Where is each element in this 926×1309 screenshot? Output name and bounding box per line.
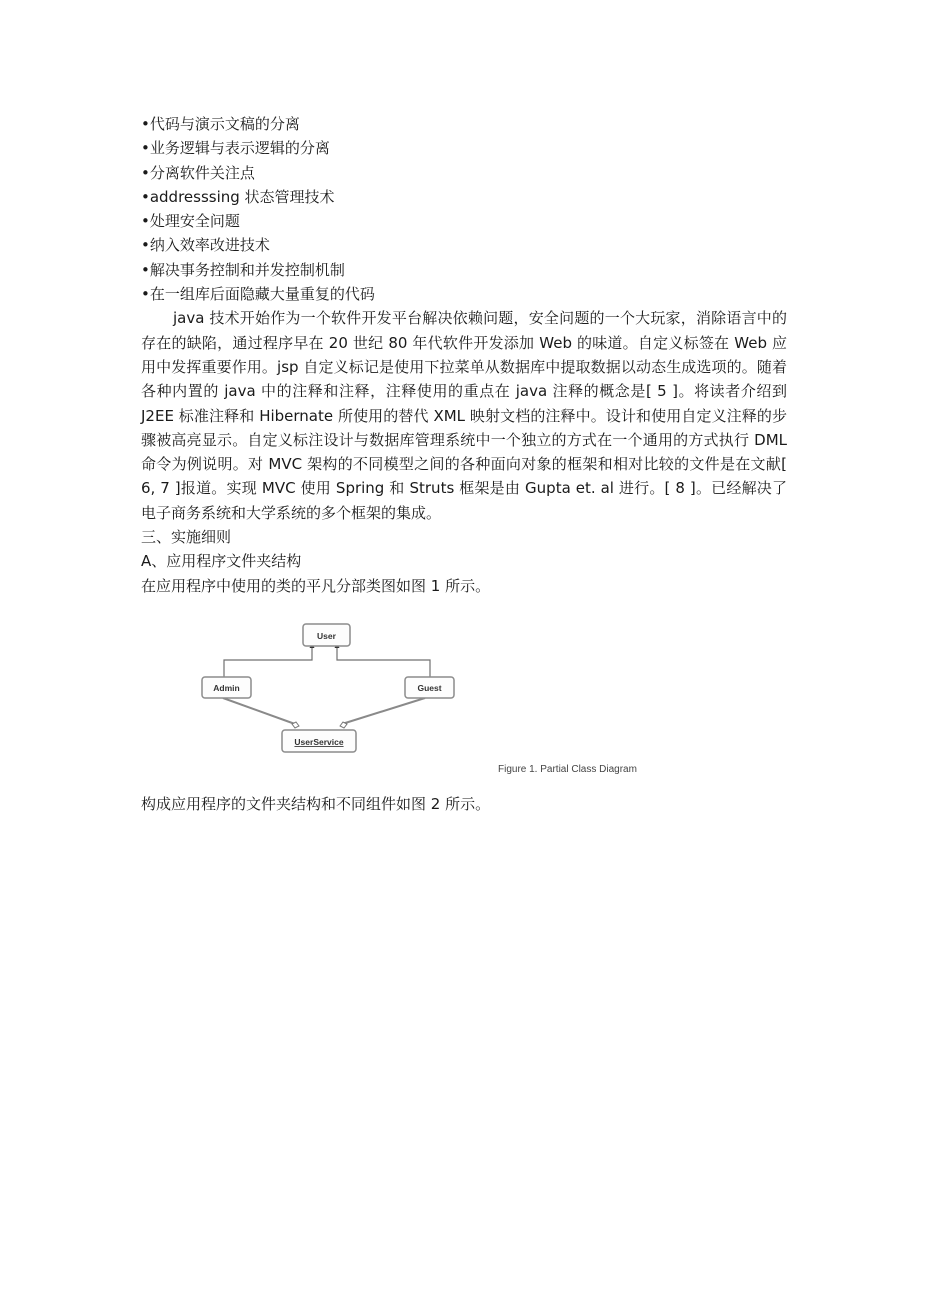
- inheritance-connectors: [224, 647, 430, 680]
- user-class-label: User: [317, 631, 336, 641]
- figure-intro-text: 在应用程序中使用的类的平凡分部类图如图 1 所示。: [141, 576, 491, 595]
- body-text: [141, 112, 787, 598]
- guest-class-box: [405, 677, 454, 698]
- bullet-item: •addresssing 状态管理技术: [141, 187, 335, 206]
- admin-class-box: [202, 677, 251, 698]
- section-heading: 三、实施细则: [141, 528, 232, 547]
- bullet-item: •业务逻辑与表示逻辑的分离: [141, 139, 330, 158]
- bullet-item: •处理安全问题: [141, 212, 240, 231]
- user-class-box: [303, 624, 350, 646]
- bullet-item: •解决事务控制和并发控制机制: [141, 260, 345, 279]
- body-paragraph: java 技术开始作为一个软件开发平台解决依赖问题，安全问题的一个大玩家，消除语言中的存在的缺陷，通过程序早在 20 世纪 80 年代软件开发添加 Web 的味道。自定义标签在 Web 应用中发挥重要作用。jsp 自定义标记是使用下拉菜单从数据库中提取数据以动态生成选项的。随着各种内置的 java 中的注释和注释，注释使用的重点在 java 注释的概念是[ 5 ]。将读者介绍到 J2EE 标准注释和 Hibernate 所使用的替代 XML 映射文档的注释中。设计和使用自定义注释的步骤被高亮显示。自定义标注设计与数据库管理系统中一个独立的方式在一个通用的方式执行 DML 命令为例说明。对 MVC 架构的不同模型之间的各种面向对象的框架和相对比较的文件是在文献[ 6, 7 ]报道。实现 MVC 使用 Spring 和 Struts 框架是由 Gupta et. al 进行。[ 8 ]。已经解决了电子商务系统和大学系统的多个框架的集成。: [141, 309, 787, 522]
- guest-class-label: Guest: [417, 683, 442, 693]
- figure-caption: Figure 1. Partial Class Diagram: [498, 764, 637, 775]
- closing-text: 构成应用程序的文件夹结构和不同组件如图 2 所示。: [141, 795, 491, 813]
- subsection-heading: A、应用程序文件夹结构: [141, 552, 302, 571]
- userservice-class-label: UserService: [294, 737, 344, 747]
- aggregation-diamonds: [292, 722, 347, 728]
- admin-class-label: Admin: [213, 683, 240, 693]
- class-diagram-figure: [195, 618, 655, 783]
- userservice-class-box: [282, 730, 356, 752]
- class-diagram: [195, 618, 655, 783]
- bullet-item: •代码与演示文稿的分离: [141, 115, 300, 133]
- bullet-item: •在一组库后面隐藏大量重复的代码: [141, 285, 375, 304]
- bullet-item: •分离软件关注点: [141, 163, 255, 182]
- aggregation-connectors: [223, 698, 425, 724]
- bullet-item: •纳入效率改进技术: [141, 236, 270, 255]
